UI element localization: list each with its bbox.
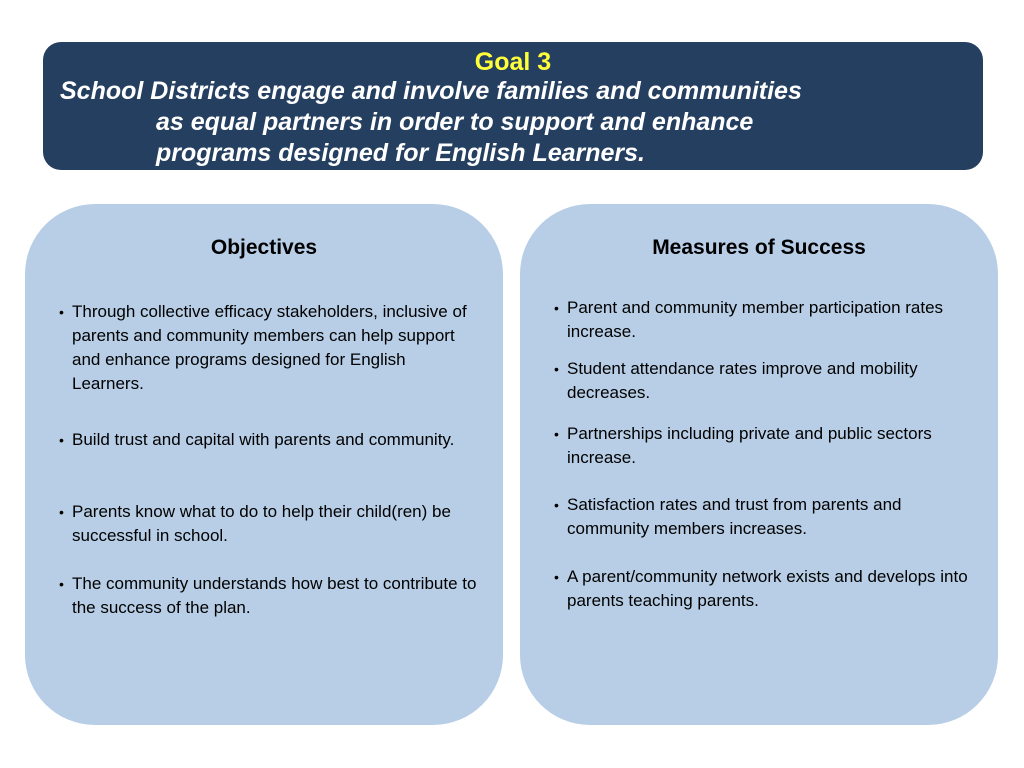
bullet-icon: • <box>554 426 559 442</box>
measures-title: Measures of Success <box>652 236 866 259</box>
objective-text: Through collective efficacy stakeholders, inclusive of parents and community members can help support and enhance programs designed for English Learners. <box>72 302 467 393</box>
measure-item <box>554 565 984 613</box>
measure-item <box>554 493 984 541</box>
measure-text: Satisfaction rates and trust from parents and community members increases. <box>567 495 902 538</box>
measure-text: Parent and community member participation rates increase. <box>567 298 944 341</box>
objective-text: Parents know what to do to help their child(ren) be successful in school. <box>72 502 451 545</box>
objective-text: Build trust and capital with parents and community. <box>72 430 455 449</box>
bullet-icon: • <box>554 569 559 585</box>
measure-text: A parent/community network exists and develops into parents teaching parents. <box>567 567 968 610</box>
measure-item <box>554 296 984 344</box>
bullet-icon: • <box>59 432 64 448</box>
objective-item <box>59 428 479 452</box>
bullet-icon: • <box>59 504 64 520</box>
measure-item <box>554 357 984 405</box>
goal-header-banner <box>43 42 983 170</box>
measure-text: Student attendance rates improve and mobility decreases. <box>567 359 918 402</box>
objectives-title: Objectives <box>210 236 318 259</box>
objectives-panel <box>25 204 503 725</box>
objective-item <box>59 500 479 548</box>
measure-text: Partnerships including private and public sectors increase. <box>567 424 932 467</box>
goal-statement-line: as equal partners in order to support and enhance <box>156 108 754 136</box>
measure-item <box>554 422 984 470</box>
objective-text: The community understands how best to contribute to the success of the plan. <box>72 574 477 617</box>
bullet-icon: • <box>554 361 559 377</box>
bullet-icon: • <box>554 497 559 513</box>
bullet-icon: • <box>59 304 64 320</box>
objective-item <box>59 572 479 620</box>
objective-item <box>59 300 479 396</box>
bullet-icon: • <box>554 300 559 316</box>
goal-statement <box>60 76 970 169</box>
measures-panel <box>520 204 998 725</box>
goal-statement-line: School Districts engage and involve families and communities <box>60 77 802 105</box>
bullet-icon: • <box>59 576 64 592</box>
goal-label: Goal 3 <box>474 48 552 76</box>
goal-statement-line: programs designed for English Learners. <box>156 139 646 167</box>
